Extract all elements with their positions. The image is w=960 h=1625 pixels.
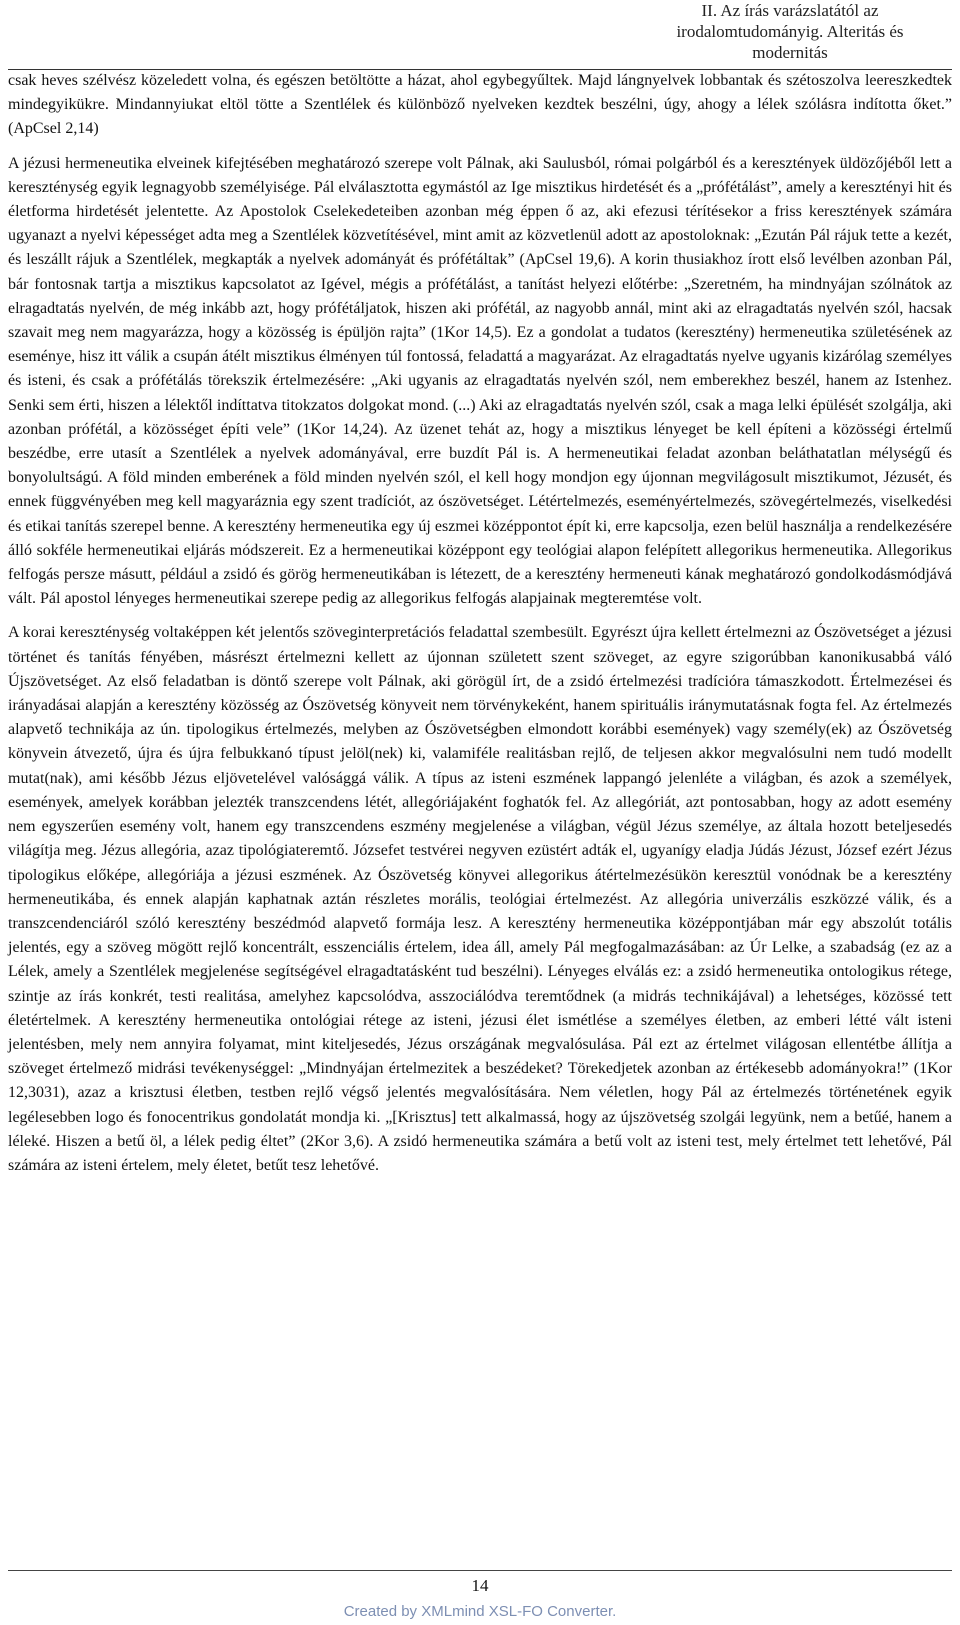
paragraph-3: A korai kereszténység voltaképpen két jelentős szöveginterpretációs feladattal szembesült. Egyrészt újra kellett értelmezni az Ószövetséget a jézusi történet és tanítás fényében, másrészt értelmezni kellett az újonnan született szent szöveget, az egyre szigorúbban kanonikusabbá váló Újszövetséget. Az első feladatban is döntő szerepe volt Pálnak, aki görögül írt, de a zsidó értelmezési tradícióra támaszkodott. Értelmezései és irányadásai alapján a keresztény közösség az Ószövetség könyveit nem törvénykeként, hanem spirituális iránymutatásnak fogta fel. Az értelmezés alapvető technikája az ún. tipologikus értelmezés, melyben az Ószövetségben elmondott korábbi események) vagy személy(ek) az Ószövetség könyvein átvezető, újra és újra felbukkanó típust jelöl(nek) ki, valamiféle realitásban rejlő, de teljesen akkor megvalósulni nem tudó modellt mutat(nak), ami később Jézus eljövetelével valósággá válik. A típus az isteni eszmének lappangó jelenléte a világban, és azok a személyek, események, amelyek korábban jelezték transzcendens létét, allegóriájaként foghatók fel. Az allegóriát, azt pontosabban, hogy az adott esemény nem egyszerűen esemény volt, hanem egy transzcendens eszmény megjelenése a világban, végül Jézus személye, az általa hozott beteljesedés világítja meg. Jézus allegória, azaz tipológiateremtő. Józsefet testvérei negyven ezüstért adták el, ugyanígy eladja Júdás Jézust, József ezért Jézus tipologikus előképe, allegóriája a jézusi eszmének. Az Ószövetség könyvei allegorikus átértelmezésükön keresztül vonódnak be a keresztény hermeneutikába, és ennek alapján kaphatnak aztán részletes morális, teológiai értelmezést. Az allegória univerzális eszközzé válik, és a transzcendenciáról szóló keresztény beszédmód alapvető formája lesz. A keresztény hermeneutika középpontjában már egy abszolút totális jelentés, egy a szöveg mögött rejlő koncentrált, esszenciális értelem, idea áll, amely Pál megfogalmazásában: az Úr Lelke, a szabadság (ez az a Lélek, amely a Szentlélek megjelenése segítségével elragadtatásként tud beszélni). Lényeges elválás ez: a zsidó hermeneutika ontologikus rétege, szintje az írás konkrét, testi realitása, amelyhez kapcsolódva, asszociálódva teremtődnek (a midrás technikájával) a lehetséges, közössé tett életértelmek. A keresztény hermeneutika ontológiai rétege az isteni, jézusi élet ismétlése a személyes életben, az emberi létté vált isteni jelentésben, mely nem annyira folyamat, mint kiteljesedés, Jézus országának megvalósulása. Pál ezt az értelmet világosan ellentétbe állítja a szöveget értelmező midrási tevékenységgel: „Mindnyájan értelmezitek a beszédeket? Törekedjetek azonban az értékesebb adományokra!” (1Kor 12,3031), azaz a krisztusi életben, testben rejlő végső jelentés megvalósítására. Nem véletlen, hogy Pál az értelmezés történetének egyik legélesebben logo és fonocentrikus gondolatát mondja ki. „[Krisztus] tett alkalmassá, hogy az újszövetség szolgái legyünk, nem a betűé, hanem a léleké. Hiszen a betű öl, a lélek pedig éltet” (2Kor 3,6). A zsidó hermeneutika számára a betű volt az isteni test, mely értelmet tett lehetővé, Pál számára az isteni értelem, mely életet, betűt tesz lehetővé. <box>8 624 952 1174</box>
footer-divider <box>8 1570 952 1571</box>
document-body <box>8 69 952 1178</box>
converter-credit <box>0 1603 960 1620</box>
page-number: 14 <box>471 1576 489 1595</box>
chapter-title-line-2: irodalomtudományig. Alteritás és <box>676 22 904 41</box>
running-header <box>620 0 960 63</box>
credit-prefix: Created by <box>343 1603 422 1620</box>
credit-tool-link[interactable]: XMLmind XSL-FO Converter <box>421 1603 613 1620</box>
chapter-title-line-3: modernitás <box>752 43 828 62</box>
credit-suffix: . <box>612 1603 617 1620</box>
paragraph-1: csak heves szélvész közeledett volna, és egészen betöltötte a házat, ahol egybegyűltek. Majd lángnyelvek lobbantak és szétoszolva leereszkedtek mindegyikükre. Mindannyiukat eltöl tötte a Szentlélek és különböző nyelveken kezdtek beszélni, úgy, ahogy a lélek szólásra indította őket.” (ApCsel 2,14) <box>8 72 952 138</box>
paragraph-2: A jézusi hermeneutika elveinek kifejtésében meghatározó szerepe volt Pálnak, aki Saulusból, római polgárból és a keresztények üldözőjéből lett a kereszténység egyik legnagyobb személyisége. Pál elválasztotta egymástól az Ige misztikus hirdetését és a „prófétálást”, amely a keresztényi hit és életforma hirdetését jelentette. Az Apostolok Cselekedeteiben azonban még éppen ő az, aki efezusi térítésekor a friss keresztények számára ugyanazt a nyelvi képességet adta meg a Szentlélek közvetítésével, mint amit az közvetlenül adott az apostoloknak: „Ezután Pál rájuk tette a kezét, és leszállt rájuk a Szentlélek, megkapták a nyelvek adományát és prófétáltak” (ApCsel 19,6). A korin thusiakhoz írott első levélben azonban Pál, bár fontosnak tartja a misztikus kapcsolatot az Igével, mégis a prófétálást, a tanítást helyezi előtérbe: „Szeretném, ha mindnyájan szólnátok az elragadtatás nyelvén, de még inkább azt, hogy prófétáljatok, hiszen aki prófétál, az nagyobb annál, mint aki az elragadtatás nyelvén szól, hacsak szavait meg nem magyarázza, hogy a közösség is épüljön rajta” (1Kor 14,5). Ez a gondolat a tudatos (keresztény) hermeneutika születésének az eseménye, hisz itt válik a csupán átélt misztikus élményen túl fontossá, feladattá a magyarázat. Az elragadtatás nyelve ugyanis kizárólag személyes és isteni, és csak a prófétálás törekszik értelmezésére: „Aki ugyanis az elragadtatás nyelvén szól, nem emberekhez beszél, hanem az Istenhez. Senki sem érti, hiszen a lélektől indíttatva titokzatos dolgokat mond. (...) Aki az elragadtatás nyelvén szól, csak a maga lelki épülését szolgálja, aki azonban prófétál, a közösséget építi vele” (1Kor 14,24). Az üzenet tehát az, hogy a misztikus lényeget be kell építeni a közösségi értelmű beszédbe, erre utasít a Szentlélek a nyelvek adományával, erre buzdít Pál is. A hermeneutikai feladat azonban beláthatatlan mélységű és bonyolultságú. A föld minden emberének a föld minden nyelvén szól, el kell hogy mondjon egy újonnan megvilágosult misztikumot, Jézusét, és ennek függvényében meg kell magyaráznia egy szent tradíciót, az ószövetséget. Létértelmezés, eseményértelmezés, szövegértelmezés, viselkedési és etikai tanítás szerepel benne. A keresztény hermeneutika egy új eszmei középpontot épít ki, erre kapcsolja, ezen belül használja a rendelkezésére álló sokféle hermeneutikai eljárás módszereit. Ez a hermeneutikai középpont egy teológiai alapon felépített allegorikus hermeneutika. Allegorikus felfogás persze másutt, például a zsidó és görög hermeneutikában is létezett, de a keresztény hermeneuti kának meghatározó gondolkodásmódjává vált. Pál apostol lényeges hermeneutikai szerepe pedig az allegorikus felfogás alapjainak megteremtése volt. <box>8 154 952 608</box>
chapter-title-line-1: II. Az írás varázslatától az <box>701 1 879 20</box>
